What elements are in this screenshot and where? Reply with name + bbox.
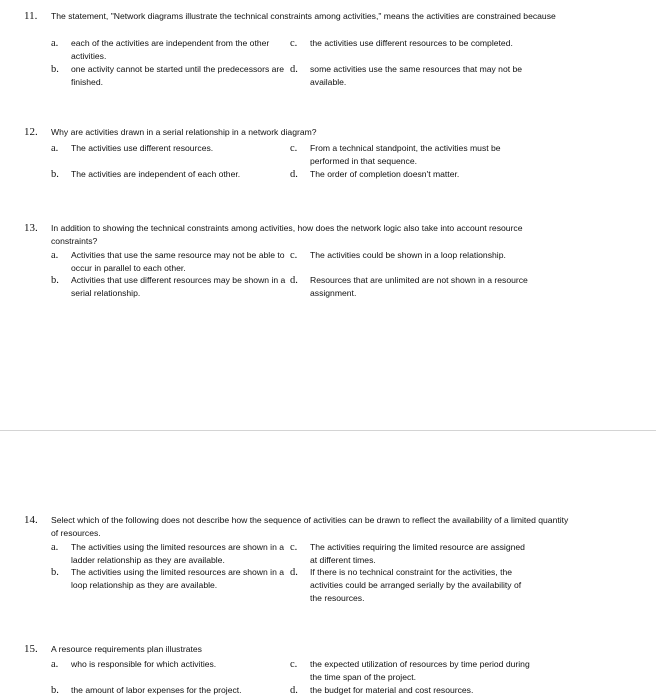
question-number: 13.	[24, 222, 38, 234]
option-letter: b.	[51, 685, 59, 696]
option-letter: d.	[290, 685, 298, 696]
question-stem: A resource requirements plan illustrates	[51, 644, 202, 654]
option-text: The activities could be shown in a loop relationship.	[310, 250, 506, 260]
question-stem: Select which of the following does not describe how the sequence of activities can be drawn to reflect the availability of a limited quantity of resources.	[51, 515, 569, 538]
question-number: 11.	[24, 10, 38, 22]
option-letter: b.	[51, 567, 59, 578]
option-letter: a.	[51, 250, 59, 261]
question-number: 12.	[24, 126, 38, 138]
option-text: The activities use different resources.	[71, 143, 214, 153]
option-letter: a.	[51, 143, 59, 154]
option-text: From a technical standpoint, the activities must be performed in that sequence.	[310, 143, 501, 166]
option-letter: a.	[51, 38, 59, 49]
option-text: each of the activities are independent from the other activities.	[71, 38, 270, 61]
option-letter: c.	[290, 542, 298, 553]
option-text: the activities use different resources to be completed.	[310, 38, 513, 48]
option-text: The activities using the limited resources are shown in a loop relationship as they are available.	[71, 567, 285, 590]
option-text: The order of completion doesn't matter.	[310, 169, 460, 179]
option-letter: c.	[290, 38, 298, 49]
question-stem: In addition to showing the technical constraints among activities, how does the network logic also take into account resource constraints?	[51, 223, 523, 246]
option-text: The activities requiring the limited resource are assigned at different times.	[310, 542, 525, 565]
option-text: The activities are independent of each other.	[71, 169, 241, 179]
option-letter: c.	[290, 143, 298, 154]
option-letter: d.	[290, 567, 298, 578]
option-letter: b.	[51, 169, 59, 180]
option-text: Resources that are unlimited are not shown in a resource assignment.	[310, 275, 528, 298]
option-letter: d.	[290, 64, 298, 75]
page-divider	[0, 430, 656, 431]
option-text: Activities that use different resources may be shown in a serial relationship.	[71, 275, 286, 298]
option-letter: c.	[290, 250, 298, 261]
option-text: Activities that use the same resource may not be able to occur in parallel to each other.	[71, 250, 285, 273]
option-text: If there is no technical constraint for the activities, the activities could be arranged serially by the availability of the resources.	[310, 567, 522, 603]
question-number: 15.	[24, 643, 38, 655]
option-text: who is responsible for which activities.	[71, 659, 217, 669]
option-letter: d.	[290, 169, 298, 180]
question-stem: Why are activities drawn in a serial relationship in a network diagram?	[51, 127, 317, 137]
option-letter: c.	[290, 659, 298, 670]
option-text: one activity cannot be started until the predecessors are finished.	[71, 64, 285, 87]
option-letter: b.	[51, 64, 59, 75]
option-text: The activities using the limited resources are shown in a ladder relationship as they are available.	[71, 542, 285, 565]
option-letter: a.	[51, 542, 59, 553]
question-stem: The statement, "Network diagrams illustrate the technical constraints among activities," means the activities are constrained because	[51, 11, 556, 21]
option-text: the amount of labor expenses for the project.	[71, 685, 242, 695]
option-letter: a.	[51, 659, 59, 670]
option-text: some activities use the same resources that may not be available.	[310, 64, 523, 87]
option-letter: d.	[290, 275, 298, 286]
question-number: 14.	[24, 514, 38, 526]
option-text: the expected utilization of resources by time period during the time span of the project.	[310, 659, 530, 682]
option-letter: b.	[51, 275, 59, 286]
option-text: the budget for material and cost resources.	[310, 685, 474, 695]
